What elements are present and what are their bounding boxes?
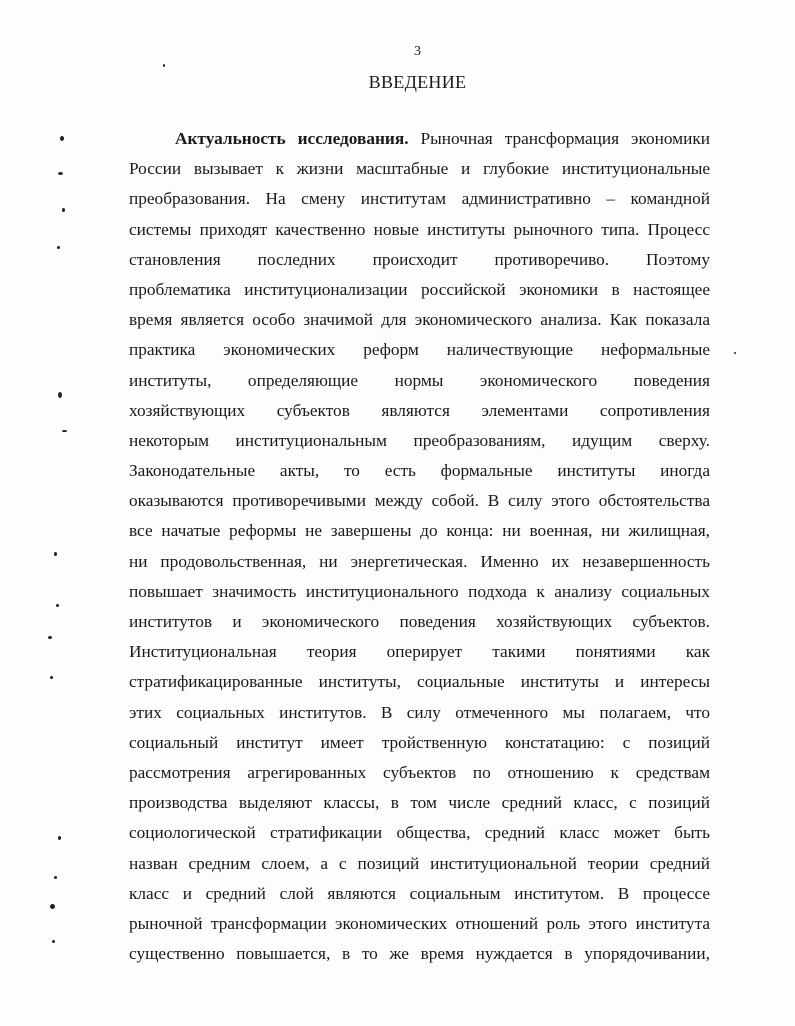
text-line: класс и средний слой являются социальным институтом. В процессе — [129, 883, 710, 903]
text-line: оказываются противоречивыми между собой. В силу этого обстоятельства — [129, 491, 710, 511]
text-line: некоторым институциональным преобразованиям, идущим сверху. — [129, 430, 710, 450]
text-line: стратификацированные институты, социальные институты и интересы — [129, 672, 710, 692]
scan-speck — [60, 136, 64, 141]
body-paragraph — [129, 124, 710, 969]
text-line: рассмотрения агрегированных субъектов по отношению к средствам — [129, 762, 710, 782]
scan-speck — [734, 352, 736, 354]
text-line: институтов и экономического поведения хозяйствующих субъектов. — [129, 612, 710, 631]
text-line: существенно повышается, в то же время нуждается в упорядочивании, — [129, 944, 710, 964]
text-line: институты, определяющие нормы экономического поведения — [129, 370, 710, 390]
text-line: время является особо значимой для экономического анализа. Как показала — [129, 310, 710, 330]
scan-speck — [50, 676, 53, 679]
scan-speck — [54, 876, 57, 879]
scan-speck — [54, 552, 57, 556]
page-title: ВВЕДЕНИЕ — [368, 72, 467, 92]
text-line: производства выделяют классы, в том числе средний класс, с позиций — [129, 793, 710, 813]
text-line: системы приходят качественно новые институты рыночного типа. Процесс — [129, 219, 710, 239]
text-line: Институциональная теория оперирует такими понятиями как — [129, 642, 710, 662]
scan-speck — [58, 172, 63, 175]
text-line: практика экономических реформ наличествующие неформальные — [129, 340, 710, 360]
page-number: 3 — [414, 44, 421, 59]
text-line: ни продовольственная, ни энергетическая. Именно их незавершенность — [129, 551, 710, 571]
text-line: проблематика институционализации российской экономики в настоящее — [129, 279, 710, 299]
scan-speck — [57, 246, 60, 249]
scan-speck — [58, 392, 62, 398]
scan-speck — [52, 940, 55, 943]
text-line: назван средним слоем, а с позиций институциональной теории средний — [129, 853, 710, 873]
text-line: России вызывает к жизни масштабные и глубокие институциональные — [129, 159, 710, 179]
scan-speck — [163, 64, 165, 67]
scan-speck — [50, 904, 55, 909]
text-line: повышает значимость институционального подхода к анализу социальных — [129, 581, 710, 601]
first-line-text: Рыночная трансформация экономики — [408, 129, 710, 148]
text-line: становления последних происходит противоречиво. Поэтому — [129, 249, 710, 269]
scan-speck — [62, 208, 65, 212]
text-line: социологической стратификации общества, средний класс может быть — [129, 823, 710, 843]
scan-speck — [62, 430, 67, 432]
lead-heading: Актуальность исследования. — [175, 129, 409, 148]
text-line: этих социальных институтов. В силу отмеченного мы полагаем, что — [129, 702, 710, 722]
text-line: хозяйствующих субъектов являются элементами сопротивления — [129, 400, 710, 420]
text-line: социальный институт имеет тройственную констатацию: с позиций — [129, 732, 710, 752]
text-line: преобразования. На смену институтам административно – командной — [129, 189, 710, 209]
text-line: Законодательные акты, то есть формальные институты иногда — [129, 461, 710, 481]
scan-speck — [58, 836, 61, 840]
paragraph-first-line — [129, 124, 710, 154]
text-line: все начатые реформы не завершены до конца: ни военная, ни жилищная, — [129, 521, 710, 541]
scan-speck — [56, 604, 59, 607]
scan-speck — [48, 636, 52, 639]
text-line: рыночной трансформации экономических отношений роль этого института — [129, 913, 710, 933]
